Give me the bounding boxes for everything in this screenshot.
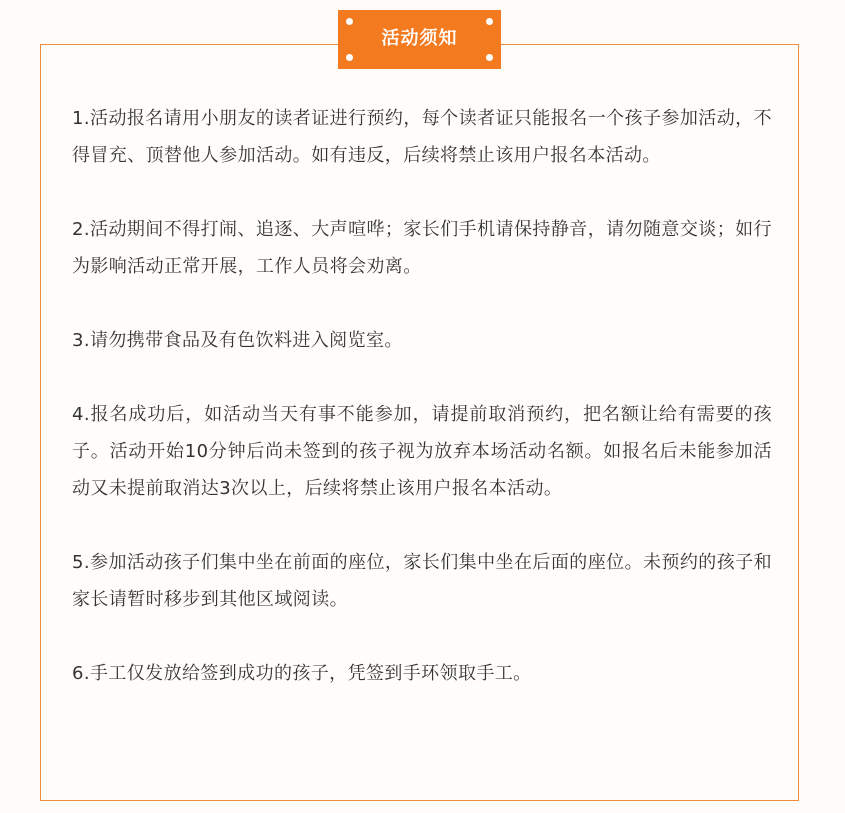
dot-decoration [346, 54, 353, 61]
page-title: 活动须知 [381, 28, 458, 49]
rule-item: 6.手工仅发放给签到成功的孩子，凭签到手环领取手工。 [72, 663, 532, 684]
dot-decoration [486, 54, 493, 61]
rule-item: 2.活动期间不得打闹、追逐、大声喧哗；家长们手机请保持静音，请勿随意交谈；如行为影响活动正常开展，工作人员将会劝离。 [72, 219, 772, 277]
dot-decoration [486, 18, 493, 25]
rules-list [72, 100, 772, 729]
title-tag [338, 10, 501, 69]
rule-item: 5.参加活动孩子们集中坐在前面的座位，家长们集中坐在后面的座位。未预约的孩子和家长请暂时移步到其他区域阅读。 [72, 552, 772, 610]
rule-item: 4.报名成功后，如活动当天有事不能参加，请提前取消预约，把名额让给有需要的孩子。活动开始10分钟后尚未签到的孩子视为放弃本场活动名额。如报名后未能参加活动又未提前取消达3次以上，后续将禁止该用户报名本活动。 [72, 404, 772, 499]
rule-item: 3.请勿携带食品及有色饮料进入阅览室。 [72, 330, 403, 351]
rule-item: 1.活动报名请用小朋友的读者证进行预约，每个读者证只能报名一个孩子参加活动，不得冒充、顶替他人参加活动。如有违反，后续将禁止该用户报名本活动。 [72, 108, 772, 166]
dot-decoration [346, 18, 353, 25]
